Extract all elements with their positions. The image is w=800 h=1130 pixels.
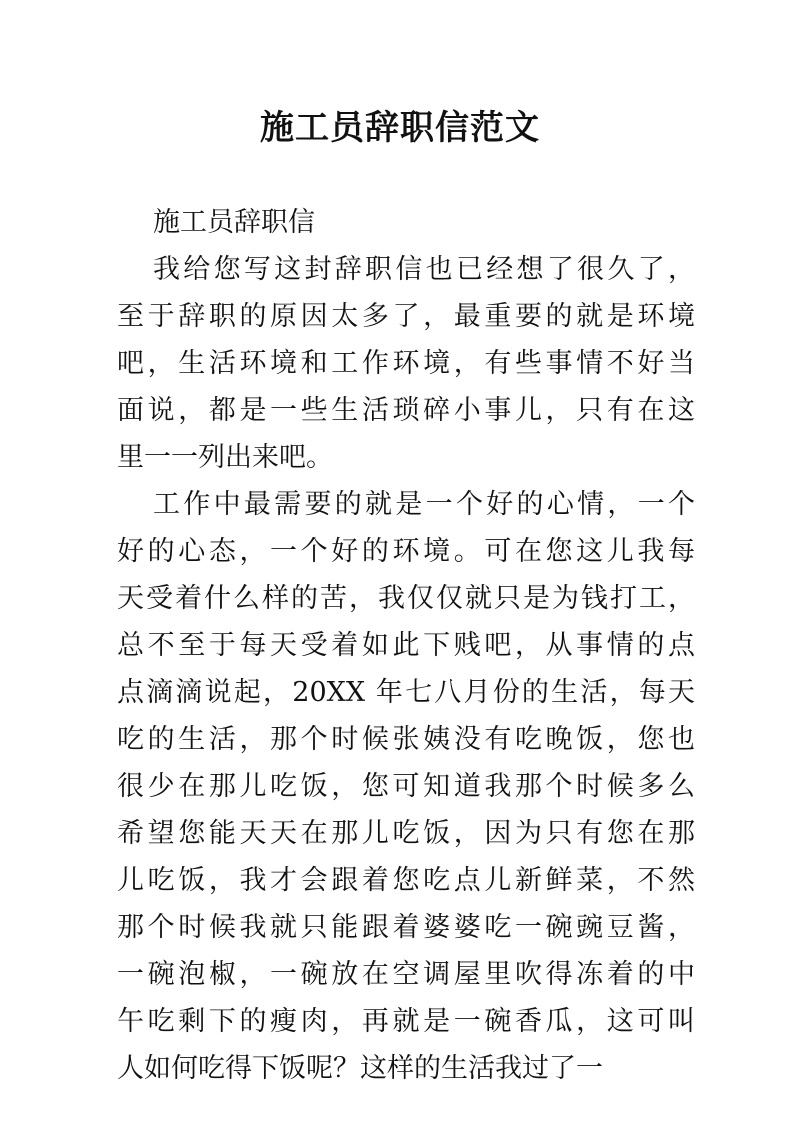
- body-line: 儿吃饭，我才会跟着您吃点儿新鲜菜，不然: [117, 865, 695, 896]
- body-line: 里一一列出来吧。: [117, 442, 333, 473]
- body-line: 很少在那儿吃饭，您可知道我那个时候多么: [117, 771, 695, 802]
- document-body: [117, 199, 695, 1092]
- body-line: 吃的生活，那个时候张姨没有吃晚饭，您也: [117, 724, 695, 755]
- body-line: 希望您能天天在那儿吃饭，因为只有您在那: [117, 818, 695, 849]
- body-line: 总不至于每天受着如此下贱吧，从事情的点: [117, 630, 695, 661]
- body-line: 午吃剩下的瘦肉，再就是一碗香瓜，这可叫: [117, 1006, 695, 1037]
- body-line: 天受着什么样的苦，我仅仅就只是为钱打工，: [117, 583, 695, 614]
- body-line: 点滴滴说起，20XX 年七八月份的生活，每天: [117, 677, 695, 708]
- body-line: 施工员辞职信: [153, 207, 315, 238]
- body-line: 至于辞职的原因太多了，最重要的就是环境: [117, 301, 695, 332]
- body-line: 那个时候我就只能跟着婆婆吃一碗豌豆酱，: [117, 912, 695, 943]
- document-title: 施工员辞职信范文: [260, 108, 540, 148]
- body-line: 面说，都是一些生活琐碎小事儿，只有在这: [117, 395, 695, 426]
- body-line: 一碗泡椒，一碗放在空调屋里吹得冻着的中: [117, 959, 695, 990]
- body-line: 工作中最需要的就是一个好的心情，一个: [153, 489, 695, 520]
- body-line: 好的心态，一个好的环境。可在您这儿我每: [117, 536, 695, 567]
- body-line: 吧，生活环境和工作环境，有些事情不好当: [117, 348, 695, 379]
- body-line: 人如何吃得下饭呢？这样的生活我过了一: [117, 1053, 603, 1084]
- body-line: 我给您写这封辞职信也已经想了很久了，: [153, 254, 695, 285]
